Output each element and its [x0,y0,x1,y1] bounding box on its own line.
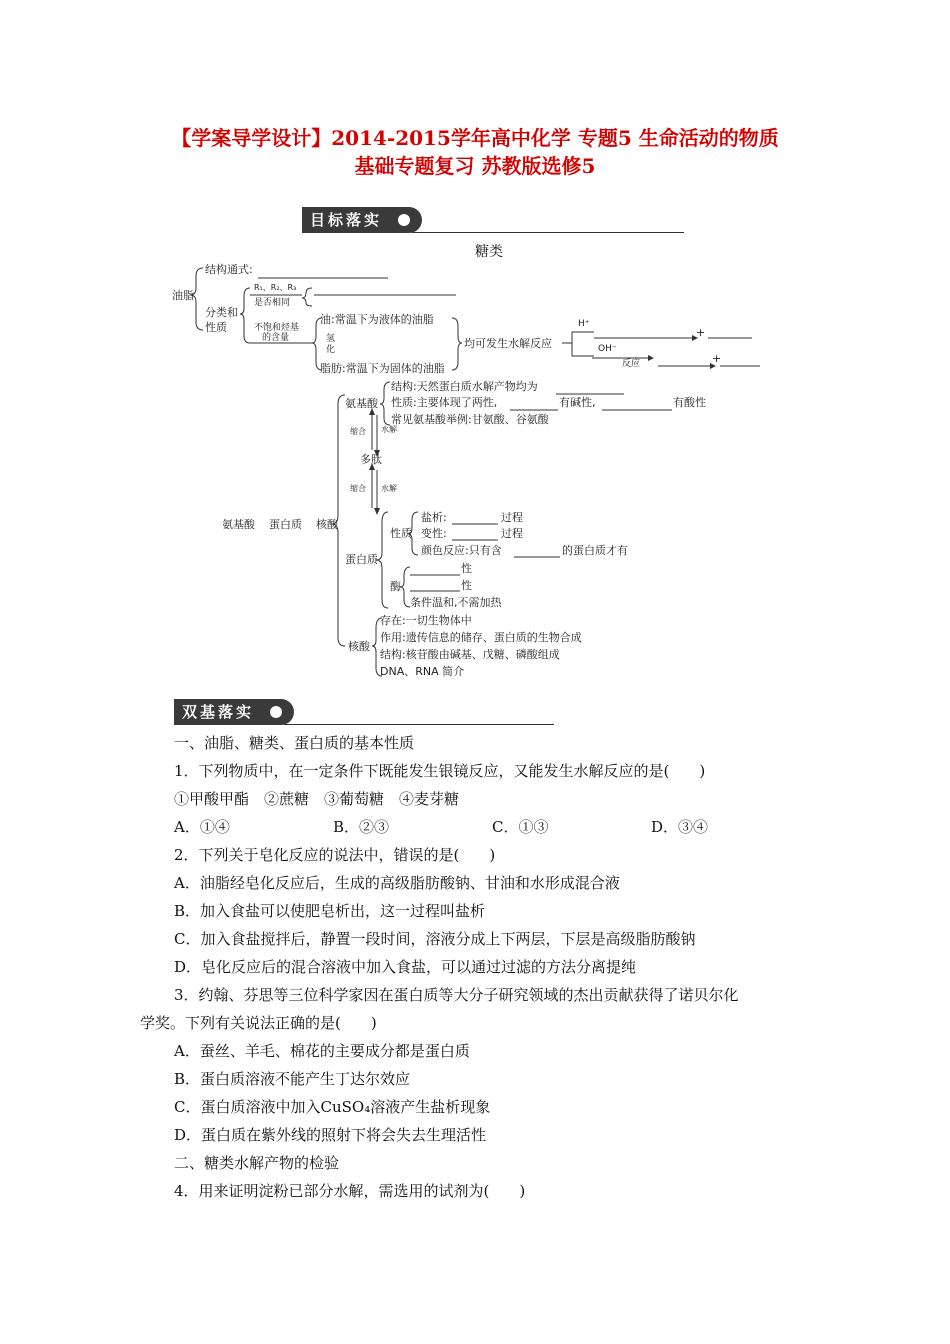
amino-property-end: 有酸性 [673,396,706,409]
section-heading-2: 二、糖类水解产物的检验 [174,1154,340,1172]
same-label: 是否相同 [254,298,291,308]
hydrolyze-label-1: 水解 [381,425,397,434]
fat-classify-line1: 分类和 [205,306,238,319]
fat-root: 油脂 [172,289,194,302]
chain-amino: 氨基酸 [222,518,255,531]
amino-property: 性质:主要体现了两性, [391,396,498,409]
plus-sign-1: + [696,326,706,339]
banner-label: 目标落实 [302,207,422,233]
section-heading-1: 一、油脂、糖类、蛋白质的基本性质 [174,734,415,752]
q1-option-d: D．③④ [651,818,709,836]
amino-structure: 结构:天然蛋白质水解产物均为 [391,380,538,393]
hydrogenation-1: 氢 [326,334,336,344]
banner-label: 双基落实 [174,699,294,725]
protein-root: 蛋白质 [345,553,378,566]
section-banner-basics [174,699,554,725]
condense-label-1: 缩合 [350,427,366,436]
q3-option-b: B．蛋白质溶液不能产生丁达尔效应 [174,1070,411,1088]
q3-option-d: D．蛋白质在紫外线的照射下将会失去生理活性 [174,1126,487,1144]
q3-option-a: A．蚕丝、羊毛、棉花的主要成分都是蛋白质 [174,1042,470,1060]
hydrolyze-label-2: 水解 [381,484,397,493]
enzyme-prop-1: 性 [461,562,472,575]
protein-props-label: 性质 [390,527,412,540]
fat-classify-line2: 性质 [205,321,227,334]
banner-rule [284,724,554,725]
amino-property-mid: 有碱性, [559,396,596,409]
question-2: 2．下列关于皂化反应的说法中，错误的是( ) [174,846,496,864]
q1-option-a: A．①④ [174,818,230,836]
denature-end: 过程 [501,527,523,540]
nucleic-dna-rna: DNA、RNA 简介 [380,665,465,678]
question-3-line1: 3．约翰、芬思等三位科学家因在蛋白质等大分子研究领域的杰出贡献获得了诺贝尔化 [174,986,739,1004]
nucleic-root: 核酸 [348,640,370,653]
question-3-line2: 学奖。下列有关说法正确的是( ) [140,1014,377,1032]
reaction-label: 反应 [622,359,641,369]
amino-examples: 常见氨基酸举例:甘氨酸、谷氨酸 [391,413,549,426]
banner-dot-icon [270,706,282,718]
q1-option-c: C．①③ [492,818,549,836]
salting-end: 过程 [501,511,523,524]
base-label: OH⁻ [598,344,617,354]
q2-option-c: C．加入食盐搅拌后，静置一段时间，溶液分成上下两层，下层是高级脂肪酸钠 [174,930,696,948]
sugar-heading: 糖类 [475,244,503,260]
chain-nucleic: 核酸 [316,518,338,531]
enzyme-mild: 条件温和,不需加热 [410,596,502,609]
nucleic-role: 作用:遗传信息的储存、蛋白质的生物合成 [380,631,582,644]
solid-fat-label: 脂肪:常温下为固体的油脂 [320,362,445,375]
doc-title-line2: 基础专题复习 苏教版选修5 [354,154,596,178]
unsat-label-line2: 的含量 [262,333,290,343]
q2-option-d: D．皂化反应后的混合溶液中加入食盐，可以通过过滤的方法分离提纯 [174,958,637,976]
plus-sign-2: + [712,352,722,365]
color-reaction-end: 的蛋白质才有 [562,544,628,557]
q2-option-b: B．加入食盐可以使肥皂析出，这一过程叫盐析 [174,902,486,920]
oil-label: 油:常温下为液体的油脂 [320,313,434,326]
peptide-label: 多肽 [360,453,382,466]
amino-root: 氨基酸 [345,397,378,410]
unsat-label-line1: 不饱和烃基 [254,323,300,333]
question-1-items: ①甲酸甲酯 ②蔗糖 ③葡萄糖 ④麦芽糖 [174,790,460,808]
salting-label: 盐析: [421,511,447,524]
r-groups-label: R₁、R₂、R₃ [254,283,297,292]
enzyme-prop-2: 性 [461,579,472,592]
q1-option-b: B．②③ [333,818,390,836]
nucleic-exist: 存在:一切生物体中 [380,614,472,627]
chain-protein: 蛋白质 [269,518,302,531]
color-reaction: 颜色反应:只有含 [421,544,502,557]
denature-label: 变性: [421,527,447,540]
doc-title-line1: 【学案导学设计】2014-2015学年高中化学 专题5 生命活动的物质 [171,126,779,150]
q2-option-a: A．油脂经皂化反应后，生成的高级脂肪酸钠、甘油和水形成混合液 [174,874,620,892]
question-1: 1．下列物质中，在一定条件下既能发生银镜反应，又能发生水解反应的是( ) [174,762,706,780]
q3-option-c: C．蛋白质溶液中加入CuSO₄溶液产生盐析现象 [174,1098,491,1116]
enzyme-label: 酶 [390,580,401,593]
nucleic-struct: 结构:核苷酸由碱基、戊糖、磷酸组成 [380,648,560,661]
hydrolysis-label: 均可发生水解反应 [464,337,552,350]
condense-label-2: 缩合 [350,484,366,493]
fat-structure-label: 结构通式: [205,263,253,276]
acid-label: H⁺ [578,319,590,329]
question-4: 4．用来证明淀粉已部分水解，需选用的试剂为( ) [174,1182,526,1200]
hydrogenation-2: 化 [326,345,336,355]
